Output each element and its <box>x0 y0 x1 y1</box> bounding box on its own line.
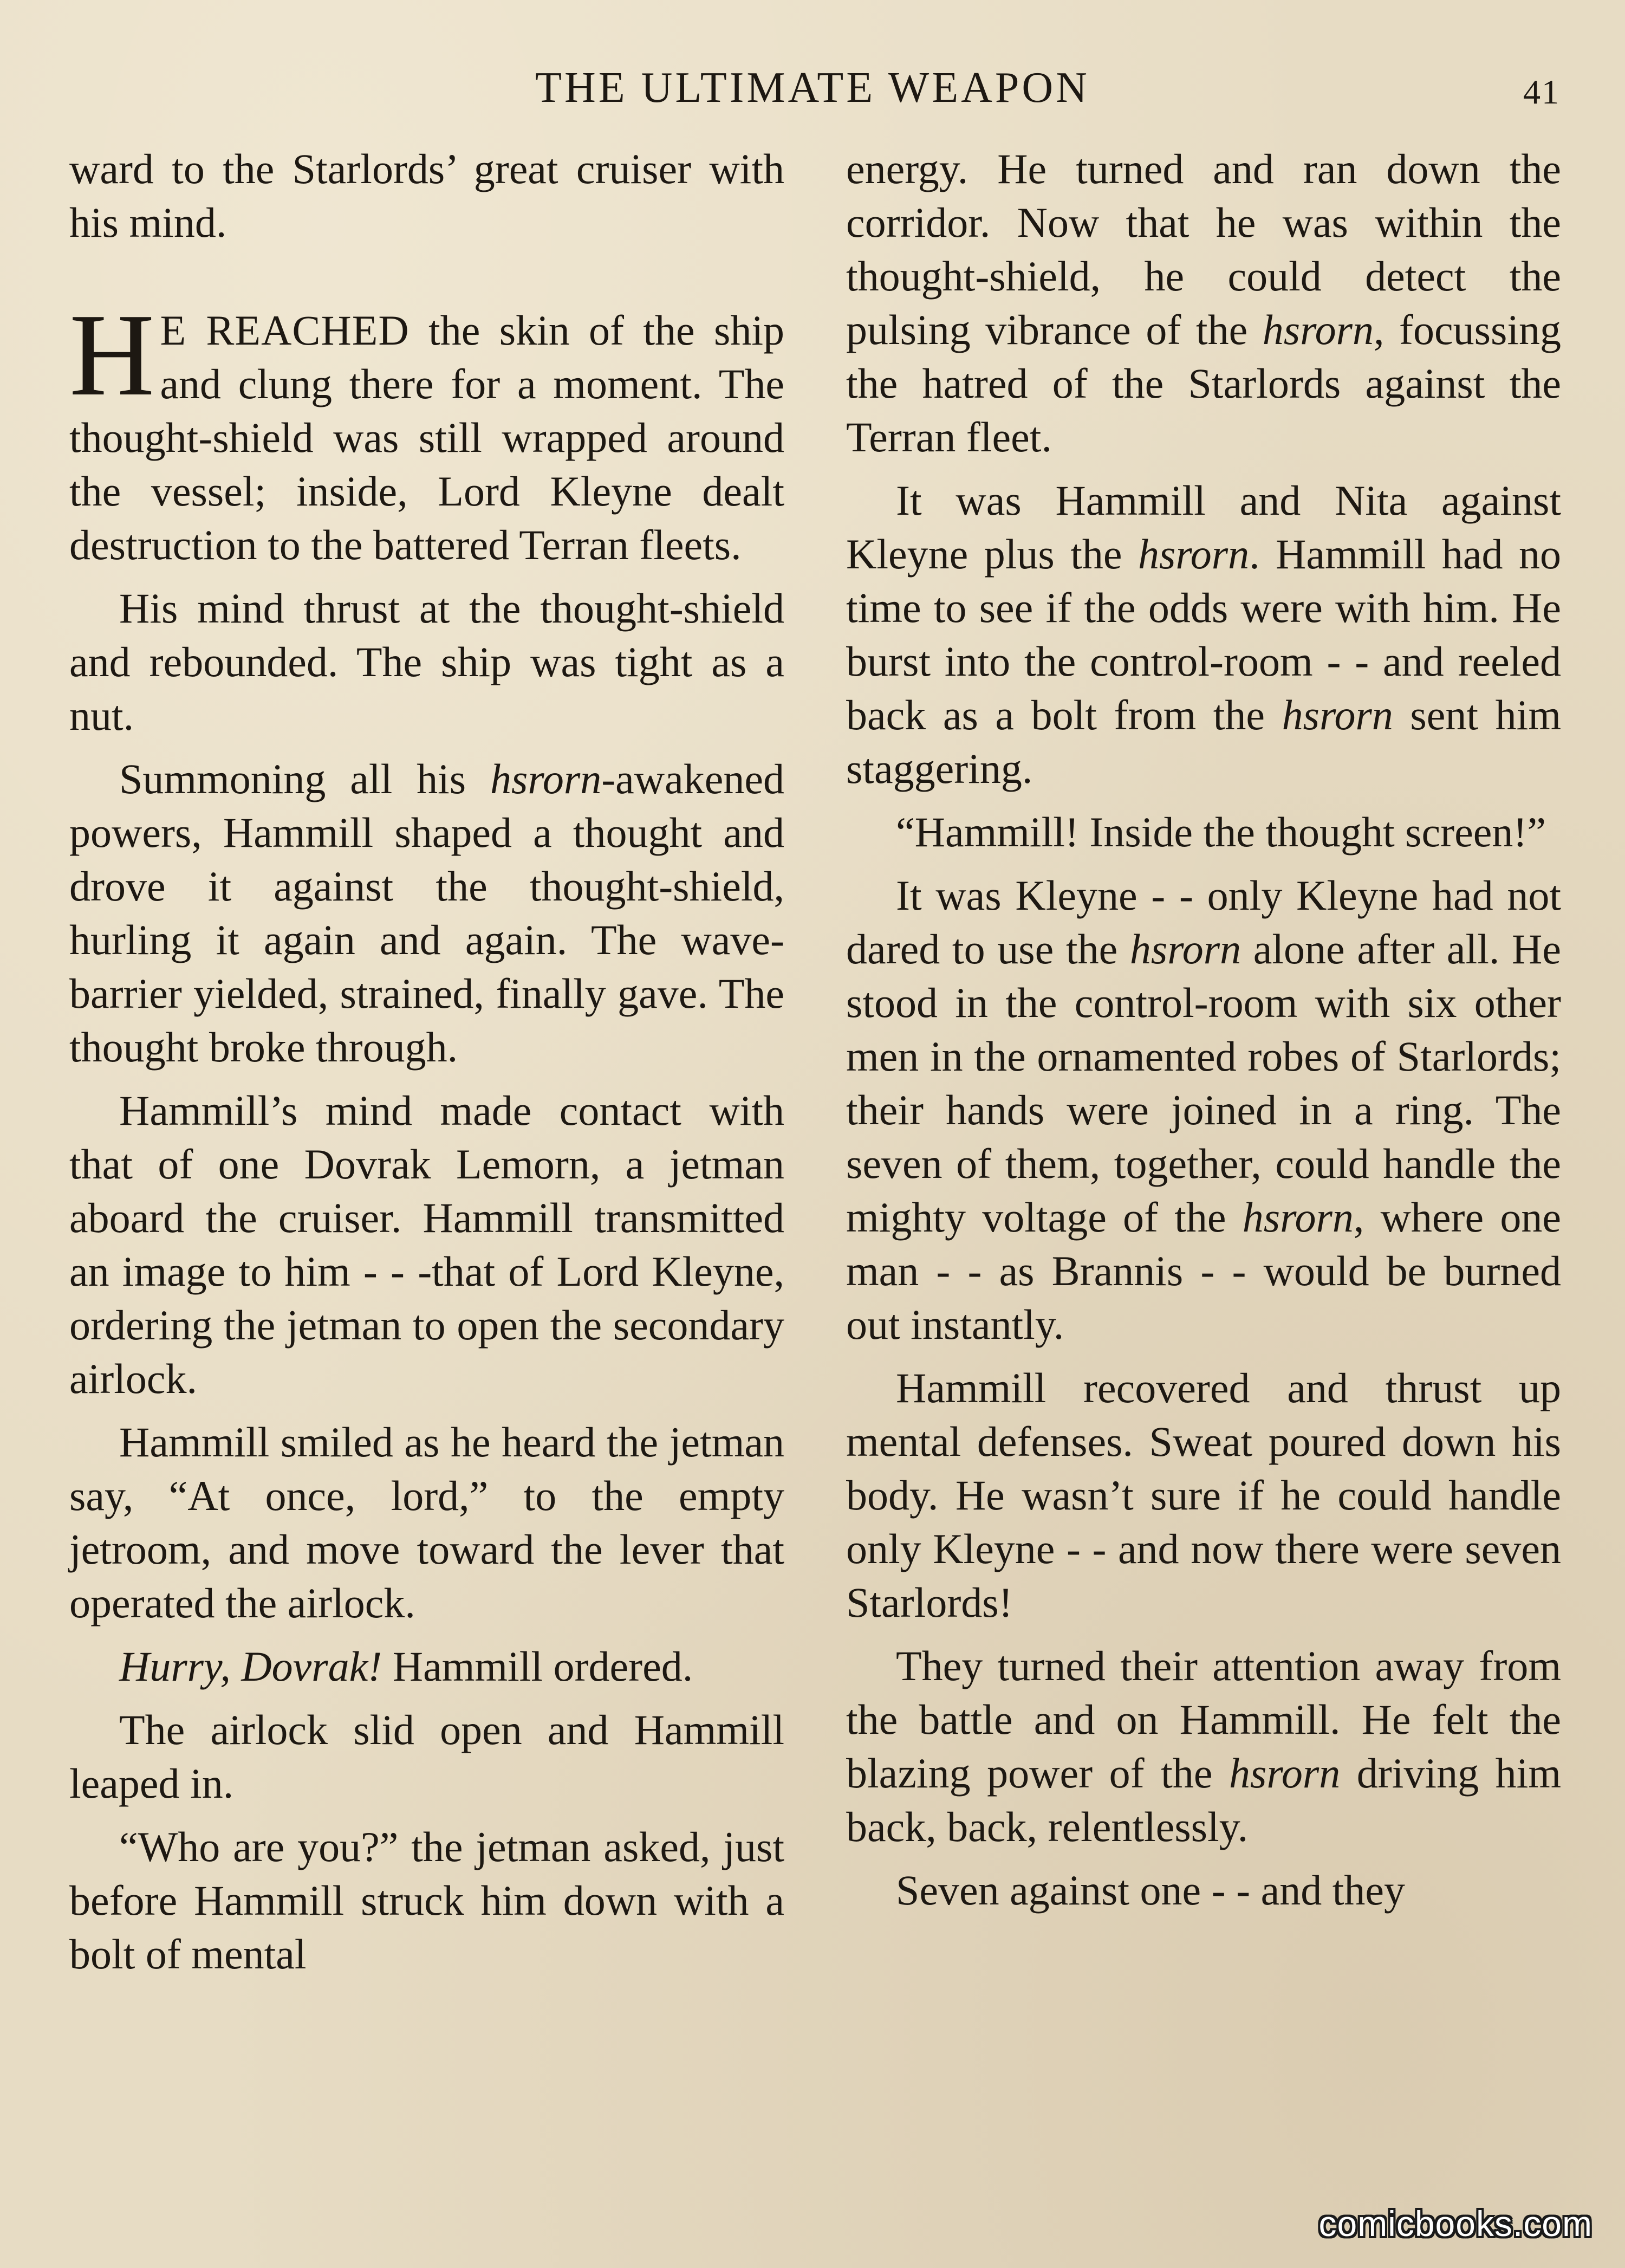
paragraph-text: Hammill’s mind made contact with that of one Dovrak Lemorn, a jetman aboard the cruiser. Hammill transmitted an image to him - - -that of Lord Kleyne, ordering the jetman to open the secondary airlock. <box>69 1087 784 1402</box>
paragraph <box>846 474 1561 795</box>
watermark-logo: comicbooks.com <box>1318 2204 1592 2244</box>
paragraph-text: . Hammill had no time to see if the odds were with him. He burst into the control-room - - and reeled back as a bolt from the <box>846 530 1561 738</box>
running-head-title: THE ULTIMATE WEAPON <box>535 64 1090 112</box>
italic-term: hsrorn <box>1242 1194 1354 1241</box>
paragraph-text: Summoning all his <box>119 755 491 802</box>
paragraph-text: It was Kleyne - - only Kleyne had not dared to use the <box>846 872 1561 973</box>
paragraph <box>69 581 784 742</box>
paragraph <box>69 1640 784 1693</box>
paragraph-text: The airlock slid open and Hammill leaped in. <box>69 1706 784 1807</box>
paragraph-text: -awakened powers, Hammill shaped a thought and drove it against the thought-shield, hurling it again and again. The wave-barrier yielded, strained, finally gave. The thought broke through. <box>69 755 784 1071</box>
paragraph <box>846 1639 1561 1854</box>
paragraph-text: energy. He turned and ran down the corridor. Now that he was within the thought-shield, he could detect the pulsing vibrance of the <box>846 145 1561 353</box>
paragraph-text: alone after all. He stood in the control-room with six other men in the ornamented robes of Starlords; their hands were joined in a ring. The seven of them, together, could handle the mighty voltage of the <box>846 925 1562 1241</box>
italic-term: hsrorn <box>1282 691 1393 738</box>
paragraph-text: “Who are you?” the jetman asked, just before Hammill struck him down with a bolt of mental <box>69 1823 784 1978</box>
paragraph <box>846 805 1561 859</box>
paragraph-text: His mind thrust at the thought-shield and rebounded. The ship was tight as a nut. <box>69 585 784 739</box>
paragraph-text: It was Hammill and Nita against Kleyne plus the <box>846 477 1561 578</box>
paragraph <box>846 142 1561 464</box>
paragraph <box>69 1084 784 1405</box>
drop-cap: H <box>69 290 155 420</box>
paragraph-text: Hammill ordered. <box>382 1643 693 1690</box>
italic-thought: Hurry, Dovrak! <box>119 1643 382 1690</box>
paragraph-text: Hammill smiled as he heard the jetman say, “At once, lord,” to the empty jetroom, and move toward the lever that operated the airlock. <box>69 1418 784 1627</box>
right-column <box>846 142 1561 1927</box>
paragraph <box>69 1415 784 1630</box>
italic-term: hsrorn <box>1129 925 1242 973</box>
paragraph <box>846 869 1561 1351</box>
paragraph-text: , focussing the hatred of the Starlords against the Terran fleet. <box>846 306 1562 461</box>
italic-term: hsrorn <box>1229 1749 1341 1797</box>
paragraph-text: They turned their attention away from the battle and on Hammill. He felt the blazing power of the <box>846 1642 1561 1797</box>
paragraph <box>69 752 784 1074</box>
italic-term: hsrorn <box>490 755 602 802</box>
paragraph-text: driving him back, back, relentlessly. <box>846 1749 1561 1850</box>
paragraph <box>846 1863 1561 1917</box>
small-caps-lead: E REACHED <box>160 307 410 354</box>
italic-term: hsrorn <box>1262 306 1374 353</box>
paragraph-text: Hammill recovered and thrust up mental defenses. Sweat poured down his body. He wasn’t sure if he could handle only Kleyne - - and now there were seven Starlords! <box>846 1364 1561 1626</box>
paragraph-text: the skin of the ship and clung there for a moment. The thought-shield was still wrapped around the vessel; inside, Lord Kleyne dealt destruction to the battered Terran fleets. <box>69 307 784 568</box>
paragraph-text: “Hammill! Inside the thought screen!” <box>896 808 1546 856</box>
paragraph <box>69 1703 784 1810</box>
paragraph <box>846 1361 1561 1629</box>
paragraph-text: Seven against one - - and they <box>896 1867 1406 1914</box>
paragraph <box>69 1820 784 1981</box>
paragraph-text: ward to the Starlords’ great cruiser with his mind. <box>69 145 784 246</box>
paragraph-text: , where one man - - as Brannis - - would be burned out instantly. <box>846 1194 1561 1348</box>
paragraph-drop-cap <box>69 290 784 572</box>
left-column <box>69 142 784 1991</box>
paragraph <box>69 142 784 249</box>
paragraph-text: sent him staggering. <box>846 691 1561 792</box>
italic-term: hsrorn <box>1138 530 1250 578</box>
page-number: 41 <box>1523 73 1560 111</box>
